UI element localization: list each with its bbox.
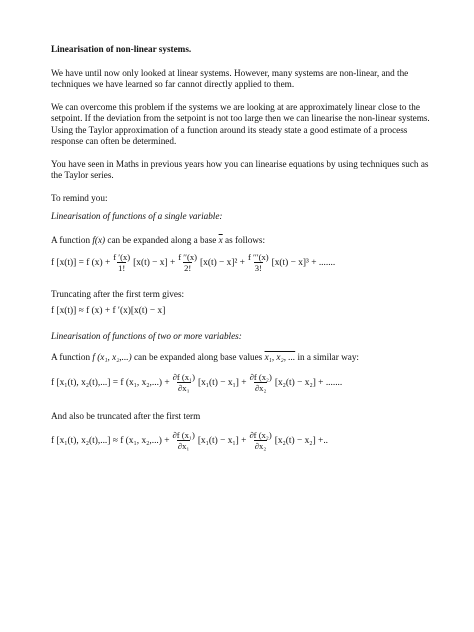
multi-intro-text-a: A function [51,352,93,362]
multi-intro-text-b: can be expanded along base values [131,352,265,362]
eq-linear-single-text: f [x(t)] ≈ f (x) + f ′(x)[x(t) − x] [51,306,166,316]
intro-text-a: A function [51,235,93,245]
intro-xbar: $\overline{x}$ [218,235,223,245]
paragraph-truncating: Truncating after the first term gives: [51,289,185,299]
eq-term3-tail: [x(t) − x]³ + ....... [271,257,336,268]
paragraph-truncated: And also be truncated after the first term [51,411,201,421]
eq-multi-lhs-approx: f [x₁(t), x₂(t),...] ≈ f (x₁, x₂,...) + [51,435,170,446]
eq-partial2-tail: [x₂(t) − x₂] + ....... [274,377,343,388]
eq-partial1b-fraction: $\frac{\text{∂f (x₁)}}{\text{∂x₁}}$ [172,430,195,451]
equation-linear-multi [51,430,328,451]
intro-fx: f(x) [92,235,106,245]
eq-term1-tail: [x(t) − x] + [133,257,176,268]
eq-partial1b-tail: [x₁(t) − x₁] + [197,435,247,446]
eq-term2-fraction: $\frac{f ''(x)}{2!}$ [178,252,198,273]
paragraph-single-intro [51,235,431,246]
intro-text-b: can be expanded along a base [105,235,219,245]
eq-term2-tail: [x(t) − x]² + [200,257,245,268]
paragraph-intro: We have until now only looked at linear systems. However, many systems are non-linear, and the techniques we have learned so far cannot directly applied to them. [51,68,409,90]
equation-linear-single [51,306,165,316]
subheading-multi-variable: Linearisation of functions of two or more variables: [51,331,242,341]
intro-text-c: as follows: [222,235,266,245]
subheading-single-variable: Linearisation of functions of a single variable: [51,211,223,221]
eq-partial2b-fraction: $\frac{\text{∂f (x₂)}}{\text{∂x₂}}$ [249,430,272,451]
multi-intro-text-c: in a similar way: [295,352,359,362]
eq-partial2b-tail: [x₂(t) − x₂] +.. [274,435,329,446]
multi-intro-f: f (x₁, x₂,...) [92,352,132,362]
paragraph-maths: You have seen in Maths in previous years how you can linearise equations by using techniques such as the Taylor series. [51,159,429,181]
paragraph-multi-intro [51,352,431,363]
equation-taylor-single [51,252,335,273]
eq-taylor-lhs: f [x(t)] = f (x) + [51,257,111,268]
eq-partial2-fraction: $\frac{\text{∂f (x₂)}}{\text{∂x₂}}$ [249,372,272,393]
document-heading: Linearisation of non-linear systems. [51,44,192,54]
eq-term3-fraction: $\frac{f '''(x)}{3!}$ [247,252,269,273]
paragraph-setpoint: We can overcome this problem if the systems we are looking at are approximately linear close to the setpoint. If the deviation from the setpoint is not too large then we can linearise the non-linear systems. Using the Taylor approximation of a function around its steady state a good estimate of a process response can often be determined. [51,102,430,147]
paragraph-remind: To remind you: [51,193,108,203]
equation-taylor-multi [51,372,342,393]
eq-term1-fraction: $\frac{f '(x)}{1!}$ [113,252,131,273]
eq-multi-lhs: f [x₁(t), x₂(t),...] = f (x₁, x₂,...) + [51,377,170,388]
eq-partial1-fraction: $\frac{\text{∂f (x₁)}}{\text{∂x₁}}$ [172,372,195,393]
multi-intro-bases: x₁, x₂, ... [264,352,296,362]
eq-partial1-tail: [x₁(t) − x₁] + [197,377,247,388]
